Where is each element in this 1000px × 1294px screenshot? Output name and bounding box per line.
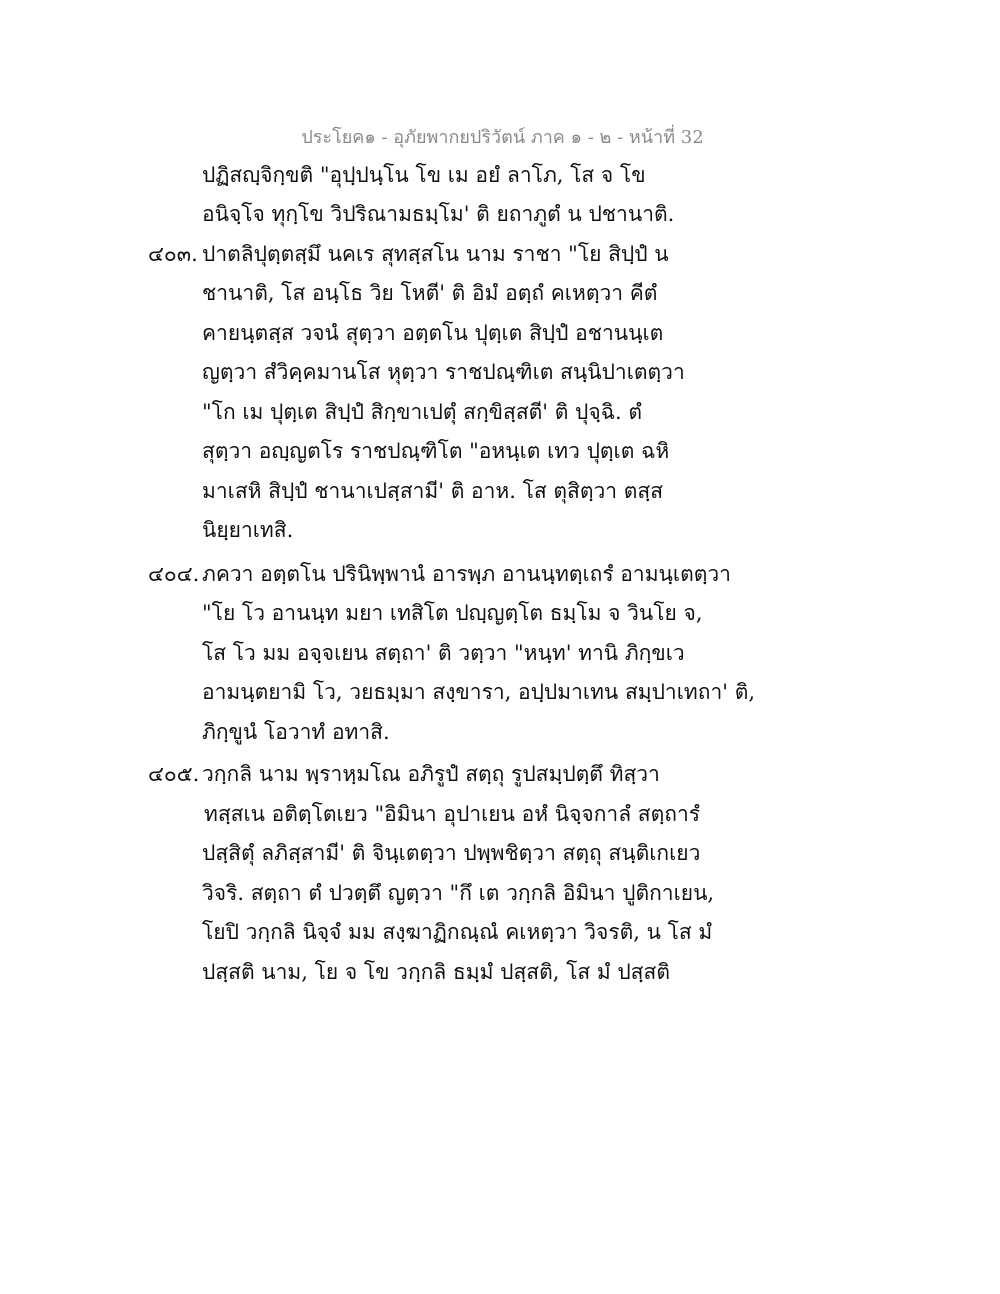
text-line: ภิกฺขูนํ โอวาทํ อทาสิ.	[202, 720, 390, 744]
text-line: อามนฺตยามิ โว, วยธมฺมา สงฺขารา, อปฺปมาเทน สมฺปาเทถา' ติ,	[202, 680, 756, 704]
section-number: ๔๐๕.	[148, 762, 200, 786]
text-line: "โก เม ปุตฺเต สิปฺปํ สิกฺขาเปตุํ สกฺขิสฺสตี' ติ ปุจฺฉิ. ตํ	[202, 400, 642, 424]
text-line: โยปิ วกฺกลิ นิจฺจํ มม สงฺฆาฏิกณฺณํ คเหตฺวา วิจรติ, น โส มํ	[202, 920, 713, 944]
page-header: ประโยค๑ - อุภัยพากยปริวัตน์ ภาค ๑ - ๒ - หน้าที่ 32	[301, 127, 704, 148]
text-line: ชานาติ, โส อนฺโธ วิย โหตี' ติ อิมํ อตฺถํ คเหตฺวา คีตํ	[202, 281, 658, 305]
text-line: นิยฺยาเทสิ.	[202, 518, 294, 542]
section-number: ๔๐๓.	[148, 242, 198, 266]
text-line: อนิจฺโจ ทุกฺโข วิปริณามธมฺโม' ติ ยถาภูตํ น ปชานาติ.	[202, 202, 675, 226]
text-line: "โย โว อานนฺท มยา เทสิโต ปญฺญตฺโต ธมฺโม จ วินโย จ,	[202, 601, 703, 625]
text-line: สุตฺวา อญฺญตโร ราชปณฺฑิโต "อหนฺเต เทว ปุตฺเต ฉหิ	[202, 439, 670, 463]
text-line: ปาตลิปุตฺตสฺมึ นคเร สุทสฺสโน นาม ราชา "โย สิปฺปํ น	[202, 242, 669, 266]
text-line: ญตฺวา สํวิคฺคมานโส หุตฺวา ราชปณฺฑิเต สนฺนิปาเตตฺวา	[202, 360, 685, 384]
text-line: ปสฺสติ นาม, โย จ โข วกฺกลิ ธมฺมํ ปสฺสติ, โส มํ ปสฺสติ	[202, 960, 670, 984]
section-number: ๔๐๔.	[148, 562, 200, 586]
text-line: โส โว มม อจฺจเยน สตฺถา' ติ วตฺวา "หนฺท' ทานิ ภิกฺขเว	[202, 641, 685, 665]
text-line: ทสฺสเน อติตฺโตเยว "อิมินา อุปาเยน อหํ นิจฺจกาลํ สตฺถารํ	[204, 802, 701, 826]
text-line: มาเสหิ สิปฺปํ ชานาเปสฺสามี' ติ อาห. โส ตุสิตฺวา ตสฺส	[202, 479, 664, 503]
text-line: วิจริ. สตฺถา ตํ ปวตฺตึ ญตฺวา "กึ เต วกฺกลิ อิมินา ปูติกาเยน,	[202, 881, 715, 905]
text-line: วกฺกลิ นาม พฺราหฺมโณ อภิรูปํ สตฺถุ รูปสมฺปตฺตึ ทิสฺวา	[202, 762, 660, 786]
text-line: ภควา อตฺตโน ปรินิพฺพานํ อารพฺภ อานนฺทตฺเถรํ อามนฺเตตฺวา	[202, 562, 731, 586]
text-line: ปฏิสญฺจิกฺขติ "อุปฺปนฺโน โข เม อยํ ลาโภ, โส จ โข	[202, 163, 646, 187]
text-line: ปสฺสิตุํ ลภิสฺสามี' ติ จินฺเตตฺวา ปพฺพชิตฺวา สตฺถุ สนฺติเกเยว	[202, 841, 701, 865]
text-line: คายนฺตสฺส วจนํ สุตฺวา อตฺตโน ปุตฺเต สิปฺปํ อชานนฺเต	[202, 321, 664, 345]
